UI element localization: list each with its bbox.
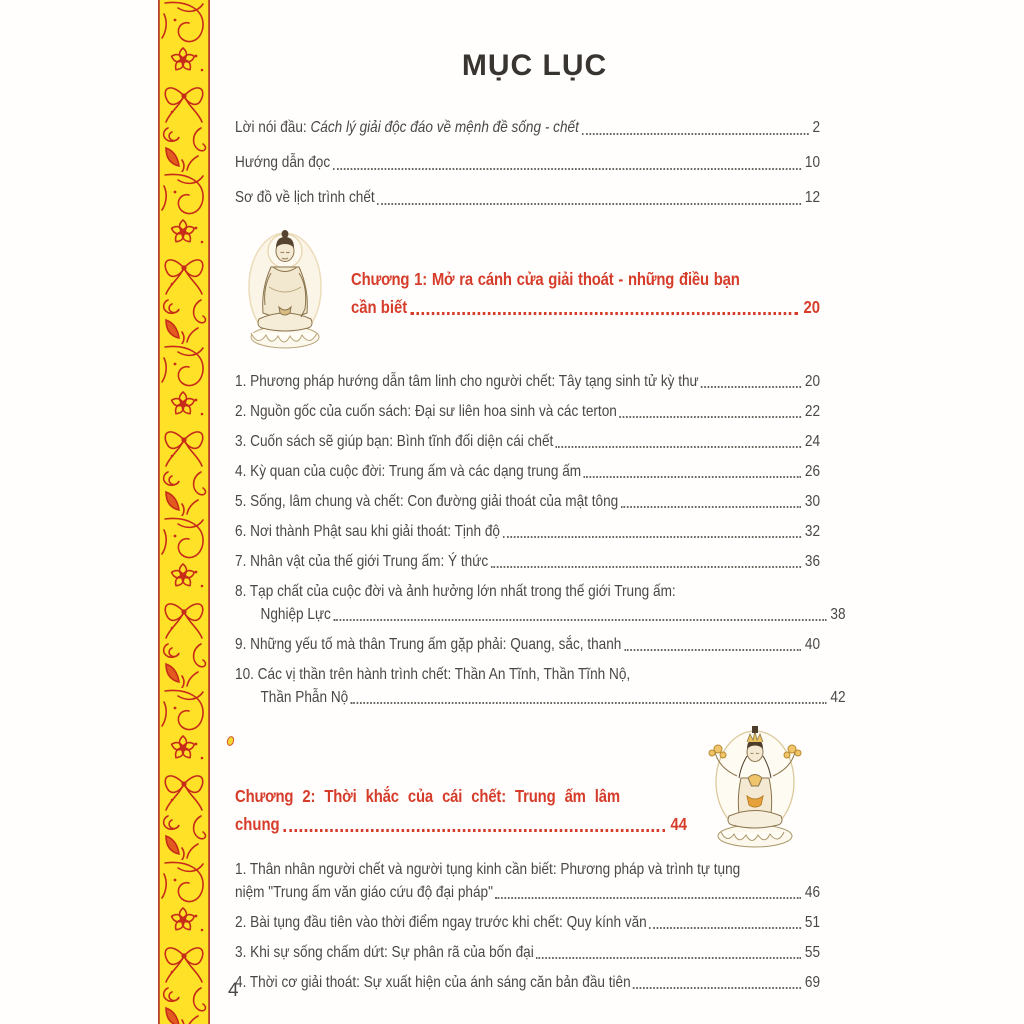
seated-buddha-illustration	[235, 221, 335, 355]
entry-text: 9. Những yếu tố mà thân Trung ấm gặp phải: Quang, sắc, thanh	[235, 636, 622, 653]
front-matter	[235, 116, 820, 210]
entry-text: Lời nói đầu: Cách lý giải độc đáo về mệnh đề sống - chết	[235, 119, 579, 136]
table-of-contents-item	[235, 911, 820, 934]
entry-text: 2. Bài tụng đầu tiên vào thời điểm ngay trước khi chết: Quy kính văn	[235, 914, 647, 931]
toc-entry-line	[235, 911, 820, 934]
table-of-contents-item	[235, 941, 820, 964]
entry-text: 6. Nơi thành Phật sau khi giải thoát: Tịnh độ	[235, 523, 500, 540]
entry-page-number: 30	[804, 493, 821, 510]
entry-text: 7. Nhân vật của thế giới Trung ấm: Ý thức	[235, 553, 489, 570]
chapter-1-heading-line1: Chương 1: Mở ra cánh cửa giải thoát - những điều bạn	[351, 269, 740, 289]
chapter-2-page-number: 44	[670, 814, 688, 834]
dot-leader	[283, 829, 665, 832]
dot-leader	[495, 897, 801, 899]
entry-page-number: 40	[804, 636, 821, 653]
ornamental-border	[158, 0, 210, 1024]
page-number: 4	[228, 980, 239, 1001]
dot-leader	[649, 927, 801, 929]
entry-page-number: 42	[830, 689, 846, 706]
toc-entry-line	[235, 370, 820, 393]
entry-page-number: 46	[804, 884, 821, 901]
table-of-contents-item	[235, 430, 820, 453]
entry-page-number: 26	[804, 463, 821, 480]
entry-text: Sơ đồ về lịch trình chết	[235, 189, 375, 206]
toc-entry-line	[235, 116, 820, 140]
table-of-contents-item	[235, 490, 820, 513]
chapter-2-heading	[235, 716, 687, 852]
entry-page-number: 10	[804, 154, 821, 171]
table-of-contents-item	[235, 633, 820, 656]
table-of-contents-item	[235, 858, 820, 904]
entry-page-number: 22	[804, 403, 821, 420]
entry-text: Hướng dẫn đọc	[235, 154, 331, 171]
entry-text: 3. Khi sự sống chấm dứt: Sự phân rã của bốn đại	[235, 944, 534, 961]
dot-leader	[633, 987, 801, 989]
toc-content	[235, 0, 846, 1001]
chapter-2-heading-text: chung	[235, 814, 280, 834]
table-of-contents-item	[235, 550, 820, 573]
toc-entry-line	[235, 633, 820, 656]
entry-page-number: 2	[812, 119, 821, 136]
four-armed-deity-illustration	[701, 722, 809, 852]
entry-text: 4. Thời cơ giải thoát: Sự xuất hiện của ánh sáng căn bản đầu tiên	[235, 974, 631, 991]
entry-page-number: 38	[830, 606, 846, 623]
dot-leader	[701, 386, 801, 388]
table-of-contents-item	[235, 370, 820, 393]
dot-leader	[619, 416, 801, 418]
dot-leader	[621, 506, 802, 508]
ink-speck	[226, 735, 236, 747]
table-of-contents-item	[235, 580, 846, 626]
chapter-2-heading-line1: Chương 2: Thời khắc của cái chết: Trung ấm lâm	[235, 786, 620, 806]
entry-text: 4. Kỳ quan của cuộc đời: Trung ấm và các dạng trung ấm	[235, 463, 582, 480]
dot-leader	[536, 957, 801, 959]
entry-text: 5. Sống, lâm chung và chết: Con đường giải thoát của mật tông	[235, 493, 619, 510]
entry-text-line: 1. Thân nhân người chết và người tụng kinh cần biết: Phương pháp và trình tự tụng	[235, 861, 741, 878]
dot-leader	[624, 649, 802, 651]
table-of-contents-item	[235, 971, 820, 994]
dot-leader	[333, 619, 827, 621]
toc-entry-line	[235, 186, 820, 210]
chapter-1-header	[235, 221, 820, 355]
chapter-2-header	[235, 716, 820, 852]
entry-page-number: 51	[804, 914, 821, 931]
toc-entry-line	[235, 490, 820, 513]
dot-leader	[411, 312, 799, 315]
dot-leader	[556, 446, 802, 448]
chapter-1-heading-text: cần biết	[351, 297, 408, 317]
toc-entry-line	[235, 971, 820, 994]
chapter-1-heading-line2	[351, 293, 820, 321]
dot-leader	[584, 476, 802, 478]
entry-page-number: 32	[804, 523, 821, 540]
entry-text: 1. Phương pháp hướng dẫn tâm linh cho người chết: Tây tạng sinh tử kỳ thư	[235, 373, 699, 390]
entry-page-number: 55	[804, 944, 821, 961]
entry-subtitle-italic: Cách lý giải độc đáo về mệnh đề sống - chết	[310, 119, 579, 136]
dot-leader	[333, 168, 802, 170]
entry-text: Nghiệp Lực	[260, 606, 331, 623]
entry-page-number: 69	[804, 974, 821, 991]
dot-leader	[491, 566, 802, 568]
chapter-1-page-number: 20	[803, 297, 821, 317]
chapter-1-heading	[351, 221, 820, 355]
entry-text-line: 8. Tạp chất của cuộc đời và ảnh hưởng lớn nhất trong thế giới Trung ấm:	[235, 583, 676, 600]
entry-page-number: 24	[804, 433, 821, 450]
entry-text-line: 10. Các vị thần trên hành trình chết: Thần An Tĩnh, Thần Tĩnh Nộ,	[235, 666, 631, 683]
dot-leader	[351, 702, 827, 704]
toc-entry-line	[235, 520, 820, 543]
entry-page-number: 20	[804, 373, 821, 390]
dot-leader	[503, 536, 802, 538]
dot-leader	[581, 133, 809, 135]
chapter-2-heading-line2	[235, 810, 687, 838]
entry-page-number: 36	[804, 553, 821, 570]
dot-leader	[377, 203, 801, 205]
toc-entry-line	[235, 603, 846, 626]
page-title: MỤC LỤC	[461, 49, 608, 82]
entry-text: 3. Cuốn sách sẽ giúp bạn: Bình tĩnh đối diện cái chết	[235, 433, 554, 450]
toc-entry-line	[235, 881, 820, 904]
entry-page-number: 12	[804, 189, 821, 206]
table-of-contents-item	[235, 520, 820, 543]
toc-entry-line	[235, 686, 846, 709]
toc-entry-line	[235, 941, 820, 964]
toc-entry-line	[235, 430, 820, 453]
toc-entry-line	[235, 151, 820, 175]
toc-entry-line	[235, 460, 820, 483]
table-of-contents-item	[235, 400, 820, 423]
chapter-items-1	[235, 370, 846, 709]
entry-text: Thần Phẫn Nộ	[260, 689, 349, 706]
entry-text: niệm "Trung ấm văn giáo cứu độ đại pháp"	[235, 884, 493, 901]
entry-text: 2. Nguồn gốc của cuốn sách: Đại sư liên hoa sinh và các terton	[235, 403, 617, 420]
toc-entry-line	[235, 400, 820, 423]
table-of-contents-item	[235, 460, 820, 483]
chapter-items-2	[235, 858, 820, 994]
toc-entry-line	[235, 550, 820, 573]
table-of-contents-item	[235, 663, 846, 709]
